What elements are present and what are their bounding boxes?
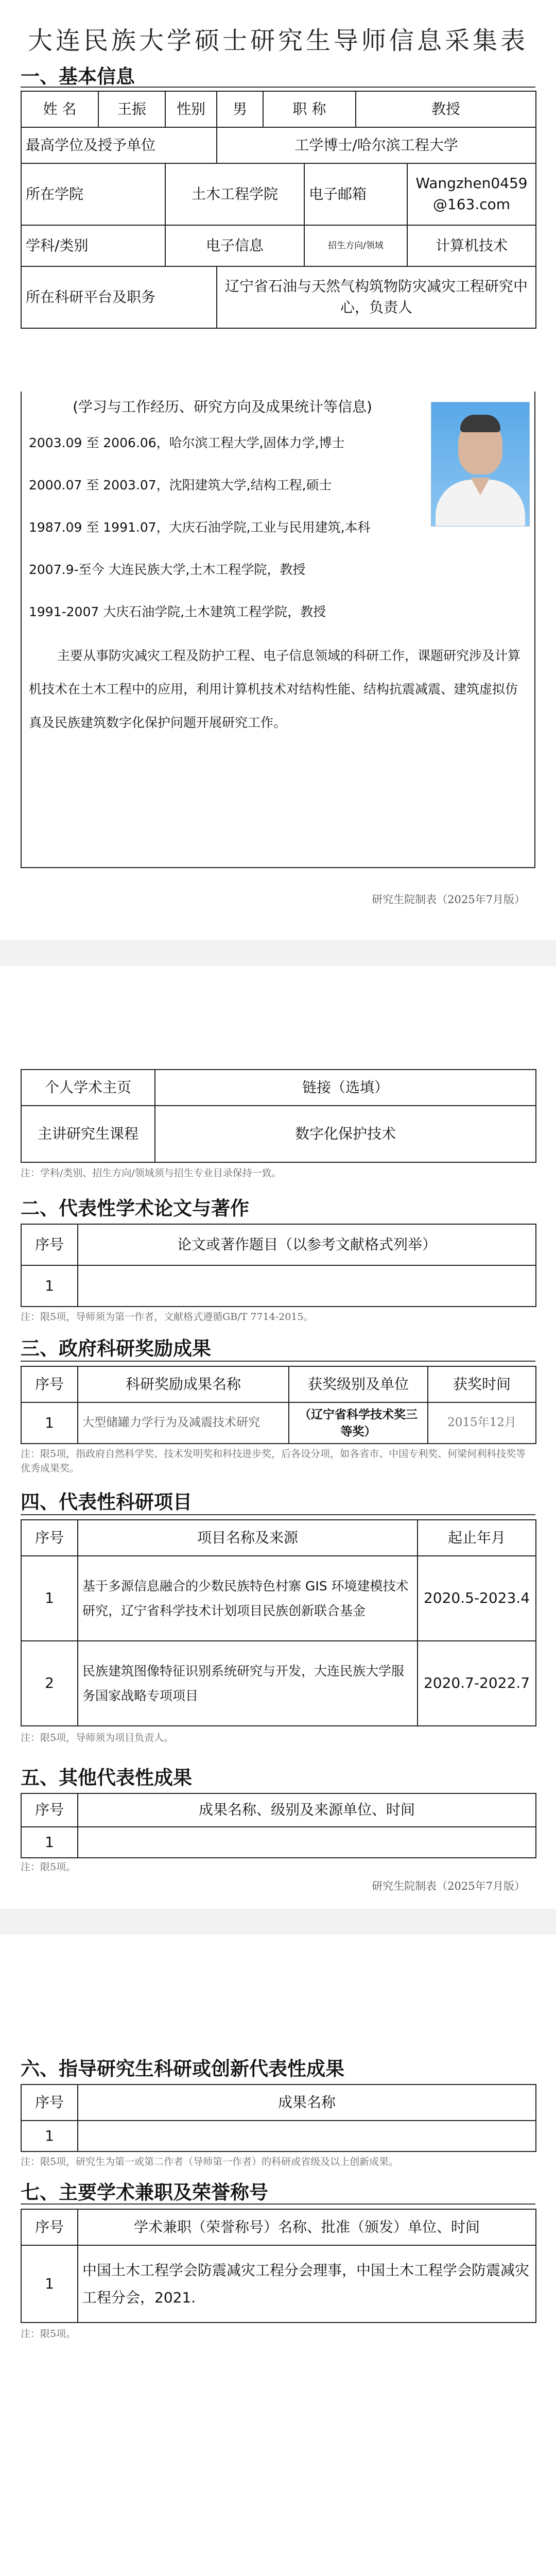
- row-no: 2: [21, 1641, 78, 1726]
- col-award-level: 获奖级别及单位: [289, 1366, 428, 1402]
- col-project-time: 起止年月: [418, 1520, 536, 1556]
- row-no: 1: [21, 1556, 78, 1641]
- guidance-table: [21, 2084, 536, 2152]
- section-awards-heading: 三、政府科研奖励成果: [21, 1337, 211, 1360]
- rank-label: 职 称: [263, 91, 356, 127]
- row-no: 1: [21, 1827, 78, 1858]
- project-time: 2020.7-2022.7: [418, 1641, 536, 1726]
- platform-label: 所在科研平台及职务: [21, 266, 217, 328]
- honor-name: 中国土木工程学会防震减灾工程分会理事，中国土木工程学会防震减灾工程分会，2021.: [78, 2245, 536, 2323]
- email-label: 电子邮箱: [304, 163, 407, 225]
- degree-value: 工学博士/哈尔滨工程大学: [217, 127, 536, 163]
- bio-line: 2000.07 至 2003.07，沈阳建筑大学,结构工程,硕士: [29, 478, 332, 493]
- basic-info-table: [21, 91, 536, 329]
- homepage-table: [21, 1069, 536, 1163]
- gender-label: 性别: [165, 91, 217, 127]
- col-project-name: 项目名称及来源: [78, 1520, 418, 1556]
- section-rule: [21, 1514, 535, 1515]
- section-honors-heading: 七、主要学术兼职及荣誉称号: [21, 2181, 268, 2204]
- papers-table: [21, 1224, 536, 1307]
- other-name: [78, 1827, 536, 1858]
- page-2: [0, 966, 556, 1909]
- section-others-heading: 五、其他代表性成果: [21, 1767, 192, 1789]
- homepage-value: 链接（选填）: [155, 1070, 536, 1106]
- row-no: 1: [21, 1402, 78, 1444]
- section-projects-heading: 四、代表性科研项目: [21, 1491, 192, 1513]
- bio-line: 2003.09 至 2006.06，哈尔滨工程大学,固体力学,博士: [29, 435, 345, 450]
- col-paper-title: 论文或著作题目（以参考文献格式列举）: [78, 1224, 536, 1265]
- direction-value: 计算机技术: [407, 225, 536, 266]
- col-honor-name: 学术兼职（荣誉称号）名称、批准（颁发）单位、时间: [78, 2209, 536, 2245]
- college-label: 所在学院: [21, 163, 165, 225]
- bio-line: 1991-2007 大庆石油学院,土木建筑工程学院，教授: [29, 604, 326, 619]
- bio-box: [21, 392, 535, 868]
- platform-value: 辽宁省石油与天然气构筑物防灾减灾工程研究中心，负责人: [217, 266, 536, 328]
- course-label: 主讲研究生课程: [21, 1106, 155, 1162]
- email-value: Wangzhen0459@163.com: [407, 163, 536, 225]
- bio-paragraph: 主要从事防灾减灾工程及防护工程、电子信息领域的科研工作，课题研究涉及计算机技术在土木工程中的应用，利用计算机技术对结构性能、结构抗震减震、建筑虚拟仿真及民族建筑数字化保护问题开展研究工作。: [29, 648, 521, 730]
- section-rule: [21, 87, 535, 88]
- col-no: 序号: [21, 2084, 78, 2121]
- col-no: 序号: [21, 1366, 78, 1402]
- discipline-label: 学科/类别: [21, 225, 165, 266]
- col-award-time: 获奖时间: [428, 1366, 536, 1402]
- college-value: 土木工程学院: [165, 163, 304, 225]
- honors-table: [21, 2209, 536, 2323]
- degree-label: 最高学位及授予单位: [21, 127, 217, 163]
- section-guidance-heading: 六、指导研究生科研或创新代表性成果: [21, 2058, 344, 2080]
- guidance-name: [78, 2121, 536, 2151]
- section-basic-heading: 一、基本信息: [21, 65, 135, 88]
- col-other-name: 成果名称、级别及来源单位、时间: [78, 1793, 536, 1827]
- form-title: 大连民族大学硕士研究生导师信息采集表: [27, 26, 528, 55]
- bio-line: 1987.09 至 1991.07，大庆石油学院,工业与民用建筑,本科: [29, 520, 371, 535]
- rank-value: 教授: [356, 91, 536, 127]
- honors-note: 注：限5项。: [21, 2328, 76, 2340]
- project-name: 基于多源信息融合的少数民族特色村寨 GIS 环境建模技术研究，辽宁省科学技术计划项目民族创新联合基金: [78, 1556, 418, 1641]
- col-no: 序号: [21, 2209, 78, 2245]
- bio-heading: (学习与工作经历、研究方向及成果统计等信息): [73, 398, 372, 415]
- page-1: [0, 0, 556, 940]
- col-no: 序号: [21, 1224, 78, 1265]
- discipline-value: 电子信息: [165, 225, 304, 266]
- row-no: 1: [21, 1265, 78, 1307]
- paper-title: [78, 1265, 536, 1307]
- direction-label: 招生方向/领域: [304, 225, 407, 266]
- guidance-note: 注：限5项，研究生为第一或第二作者（导师第一作者）的科研或省级及以上创新成果。: [21, 2156, 399, 2167]
- homepage-note: 注：学科/类别、招生方向/领域须与招生专业目录保持一致。: [21, 1167, 282, 1179]
- col-no: 序号: [21, 1793, 78, 1827]
- awards-note: 注：限5项，指政府自然科学奖、技术发明奖和科技进步奖，后各设分项，如各省市、中国专利奖、何梁何利科技奖等优秀成果奖。: [21, 1448, 526, 1474]
- others-table: [21, 1793, 536, 1858]
- papers-note: 注：限5项，导师须为第一作者，文献格式遵循GB/T 7714-2015。: [21, 1311, 314, 1323]
- page-footer: 研究生院制表（2025年7月版）: [372, 1880, 525, 1892]
- award-time: 2015年12月: [428, 1402, 536, 1444]
- portrait-photo: [431, 402, 530, 527]
- col-award-name: 科研奖励成果名称: [78, 1366, 289, 1402]
- award-name: 大型储罐力学行为及减震技术研究: [78, 1402, 289, 1444]
- awards-table: [21, 1366, 536, 1444]
- project-time: 2020.5-2023.4: [418, 1556, 536, 1641]
- section-rule: [21, 1361, 535, 1362]
- row-no: 1: [21, 2121, 78, 2151]
- gender-value: 男: [217, 91, 263, 127]
- project-name: 民族建筑图像特征识别系统研究与开发，大连民族大学服务国家战略专项项目: [78, 1641, 418, 1726]
- row-no: 1: [21, 2245, 78, 2323]
- name-label: 姓 名: [21, 91, 98, 127]
- name-value: 王振: [98, 91, 165, 127]
- course-value: 数字化保护技术: [155, 1106, 536, 1162]
- projects-note: 注：限5项，导师须为项目负责人。: [21, 1732, 174, 1743]
- bio-line: 2007.9-至今 大连民族大学,土木工程学院，教授: [29, 562, 306, 577]
- page-3: [0, 1935, 556, 2576]
- projects-table: [21, 1519, 536, 1726]
- section-rule: [21, 2204, 535, 2205]
- col-no: 序号: [21, 1520, 78, 1556]
- homepage-label: 个人学术主页: [21, 1070, 155, 1106]
- page-footer: 研究生院制表（2025年7月版）: [372, 893, 525, 906]
- col-guidance-name: 成果名称: [78, 2084, 536, 2121]
- section-papers-heading: 二、代表性学术论文与著作: [21, 1197, 249, 1219]
- award-level: （辽宁省科学技术奖三等奖）: [289, 1402, 428, 1444]
- others-note: 注：限5项。: [21, 1861, 76, 1873]
